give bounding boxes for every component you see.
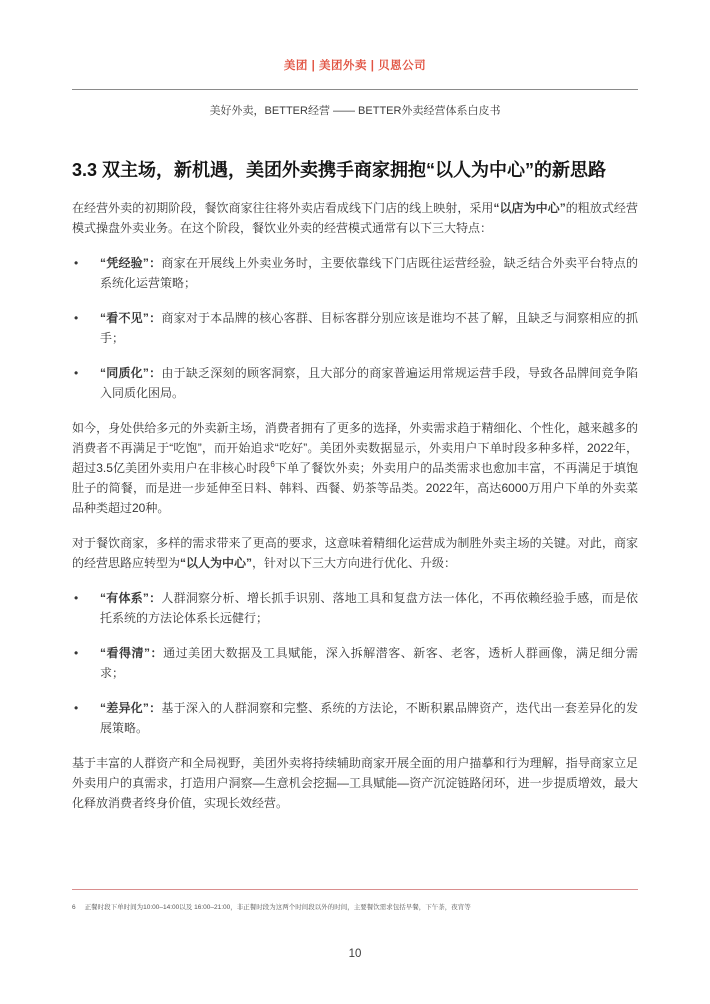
footnote-divider (72, 889, 638, 890)
body-text: 下单了餐饮外卖；外卖用户的品类需求也愈加丰富，不再满足于填饱肚子的简餐，而是进一步延伸至日料、韩料、西餐、奶茶等品类。2022年，高达6000万用户下单的外卖菜品种类超过20种。 (72, 461, 638, 516)
footnote-number: 6 (72, 904, 76, 911)
bold-text: “同质化”： (100, 366, 162, 381)
body-text: 对于餐饮商家，多样的需求带来了更高的要求，这意味着精细化运营成为制胜外卖主场的关键。对此，商家的经营思路应转型为 (72, 536, 638, 571)
paragraph (72, 753, 638, 813)
bullet-text (100, 256, 638, 290)
bullet-icon: • (74, 366, 79, 381)
bullet-text (100, 701, 638, 735)
bold-text: “凭经验”： (100, 256, 162, 271)
bullet-text (100, 646, 638, 680)
body-text: 通过美团大数据及工具赋能，深入拆解潜客、新客、老客，透析人群画像，满足细分需求； (100, 646, 638, 681)
bullet-item (72, 588, 638, 628)
header-divider (72, 89, 638, 90)
bullet-item (72, 363, 638, 403)
bullet-icon: • (74, 701, 79, 716)
bullet-item (72, 698, 638, 738)
bold-text: “以店为中心” (493, 201, 566, 216)
bullet-icon: • (74, 591, 79, 606)
bold-text: “以人为中心” (180, 556, 253, 571)
bullet-list (72, 253, 638, 403)
bullet-icon: • (74, 256, 79, 271)
body-text: 人群洞察分析、增长抓手识别、落地工具和复盘方法一体化，不再依赖经验手感，而是依托系统的方法论体系长远健行； (100, 591, 638, 626)
footnote-text: 正餐时段下单时间为10:00–14:00以及 16:00–21:00，非正餐时段为这两个时间段以外的时间，主要餐饮需求包括早餐，下午茶，夜宵等 (84, 904, 471, 911)
body-text: 基于丰富的人群资产和全局视野，美团外卖将持续辅助商家开展全面的用户描摹和行为理解，指导商家立足外卖用户的真需求，打造用户洞察—生意机会挖掘—工具赋能—资产沉淀链路闭环，进一步提质增效，最大化释放消费者终身价值，实现长效经营。 (72, 756, 638, 811)
section-heading: 3.3 双主场，新机遇，美团外卖携手商家拥抱“以人为中心”的新思路 (72, 160, 607, 180)
body-text: 的粗放式经营模式操盘外卖业务。在这个阶段，餐饮业外卖的经营模式通常有以下三大特点： (72, 201, 638, 236)
body-text: 商家在开展线上外卖业务时，主要依靠线下门店既往运营经验，缺乏结合外卖平台特点的系统化运营策略； (100, 256, 638, 291)
bullet-icon: • (74, 311, 79, 326)
bold-text: “差异化”： (100, 701, 162, 716)
body-text: 商家对于本品牌的核心客群、目标客群分别应该是谁均不甚了解，且缺乏与洞察相应的抓手； (100, 311, 638, 346)
bullet-item (72, 308, 638, 348)
paragraph (72, 418, 638, 518)
bullet-list (72, 588, 638, 738)
bullet-text (100, 311, 638, 345)
bullet-item (72, 643, 638, 683)
bullet-text (100, 591, 638, 625)
body-text: 基于深入的人群洞察和完整、系统的方法论，不断积累品牌资产，迭代出一套差异化的发展策略。 (100, 701, 638, 736)
bullet-item (72, 253, 638, 293)
body-text: 如今，身处供给多元的外卖新主场，消费者拥有了更多的选择，外卖需求趋于精细化、个性化，越来越多的消费者不再满足于“吃饱”，而开始追求“吃好”。美团外卖数据显示，外卖用户下单时段多种多样，2022年，超过3.5亿美团外卖用户在非核心时段 (72, 421, 638, 476)
body-text: 在经营外卖的初期阶段，餐饮商家往往将外卖店看成线下门店的线上映射，采用 (72, 201, 494, 216)
footnote-reference: 6 (270, 460, 275, 470)
bold-text: “看得清”： (100, 646, 164, 661)
brand-bar: 美团 | 美团外卖 | 贝恩公司 (283, 60, 427, 72)
body-text: 由于缺乏深刻的顾客洞察，且大部分的商家普遍运用常规运营手段，导致各品牌间竞争陷入同质化困局。 (100, 366, 638, 401)
document-subtitle: 美好外卖，BETTER经营 —— BETTER外卖经营体系白皮书 (209, 105, 501, 117)
paragraph (72, 533, 638, 573)
bold-text: “看不见”： (100, 311, 162, 326)
footnote (72, 903, 638, 912)
section-body (72, 198, 638, 813)
bullet-text (100, 366, 638, 400)
bullet-icon: • (74, 646, 79, 661)
paragraph (72, 198, 638, 238)
body-text: ，针对以下三大方向进行优化、升级： (252, 556, 457, 571)
page-number: 10 (348, 948, 362, 960)
bold-text: “有体系”： (100, 591, 162, 606)
